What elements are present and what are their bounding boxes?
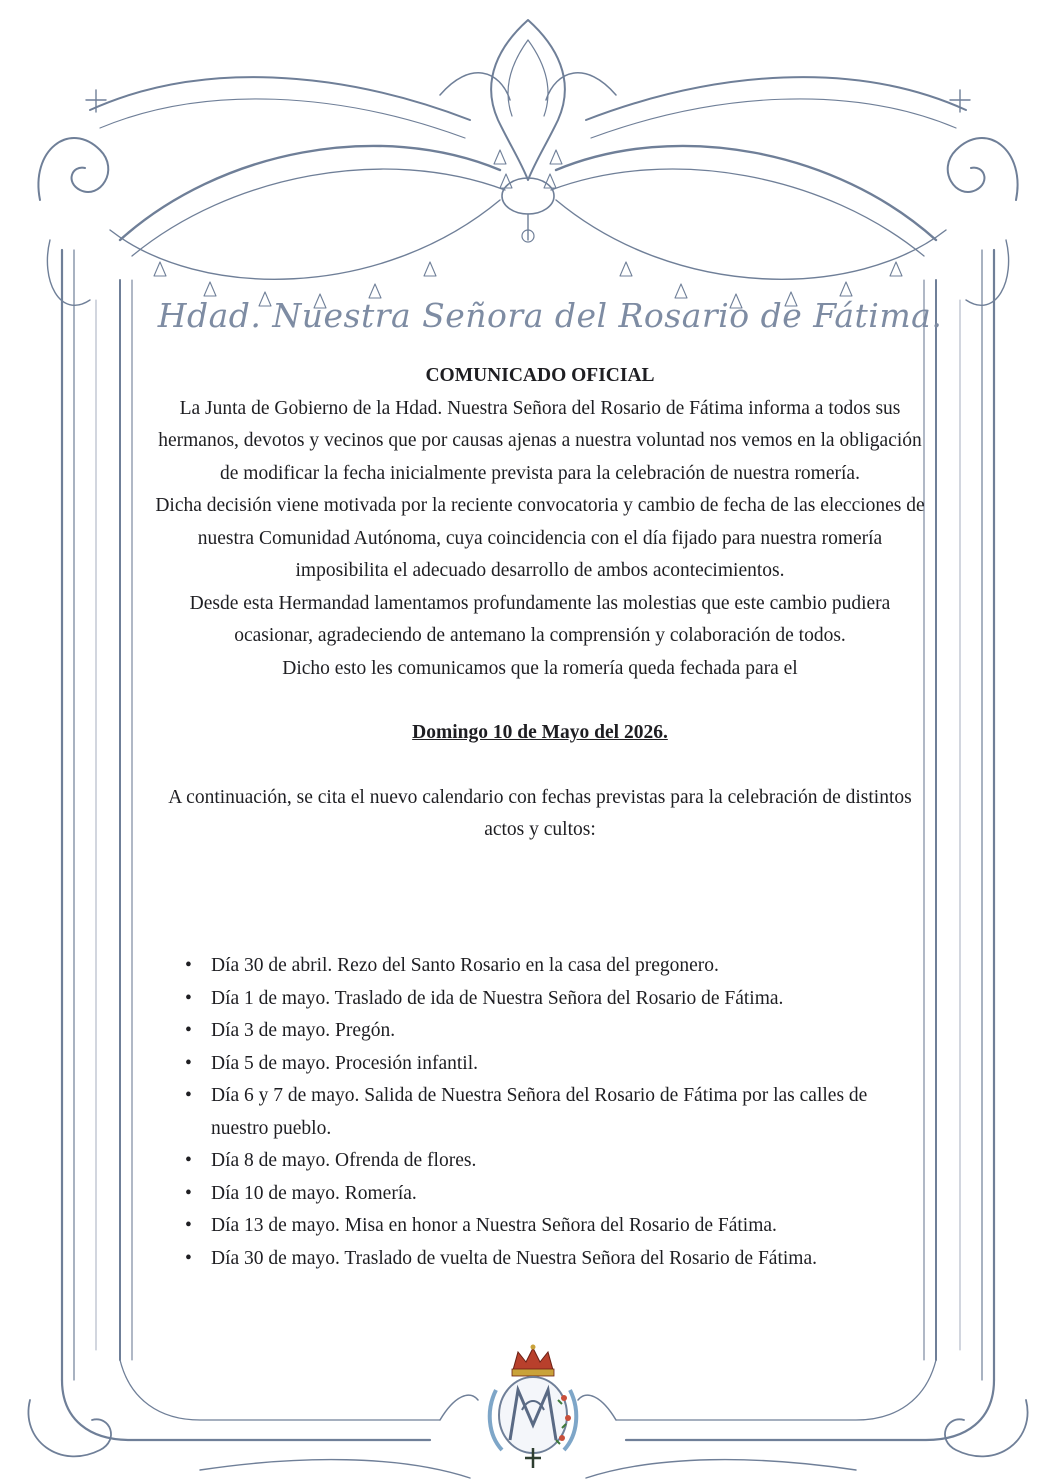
paragraph-reason: Dicha decisión viene motivada por la reciente convocatoria y cambio de fecha de las elecciones de nuestra Comunidad Autónoma, cuya coincidencia con el día fijado para nuestra romería imposibilita el adecuado desarrollo de ambos acontecimientos. (155, 495, 925, 581)
event-text: Día 8 de mayo. Ofrenda de flores. (211, 1150, 477, 1171)
bullet-icon: • (185, 955, 192, 976)
event-text: Día 13 de mayo. Misa en honor a Nuestra Señora del Rosario de Fátima. (211, 1215, 777, 1236)
event-text: Día 30 de abril. Rezo del Santo Rosario en la casa del pregonero. (211, 955, 719, 976)
list-item (185, 1178, 915, 1211)
paragraph-announcement: Dicho esto les comunicamos que la romería queda fechada para el (282, 657, 798, 679)
event-text: Día 1 de mayo. Traslado de ida de Nuestra Señora del Rosario de Fátima. (211, 987, 784, 1009)
crest-icon (478, 1340, 588, 1470)
list-item (185, 1210, 915, 1243)
list-item (185, 1048, 915, 1081)
calendar-intro: A continuación, se cita el nuevo calendario con fechas previstas para la celebración de distintos actos y cultos: (168, 786, 912, 840)
event-text: Día 3 de mayo. Pregón. (211, 1020, 396, 1041)
event-text: Día 10 de mayo. Romería. (211, 1182, 417, 1204)
list-item (185, 950, 915, 983)
bullet-icon: • (185, 1247, 192, 1269)
bullet-icon: • (185, 1182, 192, 1204)
bullet-icon: • (185, 1085, 192, 1106)
list-item (185, 1145, 915, 1178)
list-item (185, 1015, 915, 1048)
brotherhood-title: Hdad. Nuestra Señora del Rosario de Fátima. (157, 296, 943, 335)
paragraph-intro: La Junta de Gobierno de la Hdad. Nuestra Señora del Rosario de Fátima informa a todos sus hermanos, devotos y vecinos que por causas ajenas a nuestra voluntad nos vemos en la obligación de modificar la fecha inicialmente prevista para la celebración de nuestra romería. (158, 397, 922, 484)
bullet-icon: • (185, 1020, 192, 1041)
communique-body (150, 360, 930, 847)
bullet-icon: • (185, 987, 192, 1009)
paragraph-apology: Desde esta Hermandad lamentamos profundamente las molestias que este cambio pudiera ocasionar, agradeciendo de antemano la comprensión y colaboración de todos. (189, 592, 891, 646)
bullet-icon: • (185, 1215, 192, 1236)
crown-icon (512, 1345, 554, 1377)
new-romeria-date: Domingo 10 de Mayo del 2026. (412, 722, 668, 743)
calendar-list (185, 950, 915, 1275)
event-text: Día 5 de mayo. Procesión infantil. (211, 1052, 478, 1074)
list-item (185, 1243, 915, 1276)
event-text: Día 30 de mayo. Traslado de vuelta de Nuestra Señora del Rosario de Fátima. (211, 1247, 817, 1269)
list-item (185, 983, 915, 1016)
communique-heading: COMUNICADO OFICIAL (425, 365, 655, 386)
bullet-icon: • (185, 1150, 192, 1171)
list-item (185, 1080, 915, 1145)
bullet-icon: • (185, 1052, 192, 1074)
event-text: Día 6 y 7 de mayo. Salida de Nuestra Señora del Rosario de Fátima por las calles de nuestro pueblo. (211, 1085, 868, 1139)
